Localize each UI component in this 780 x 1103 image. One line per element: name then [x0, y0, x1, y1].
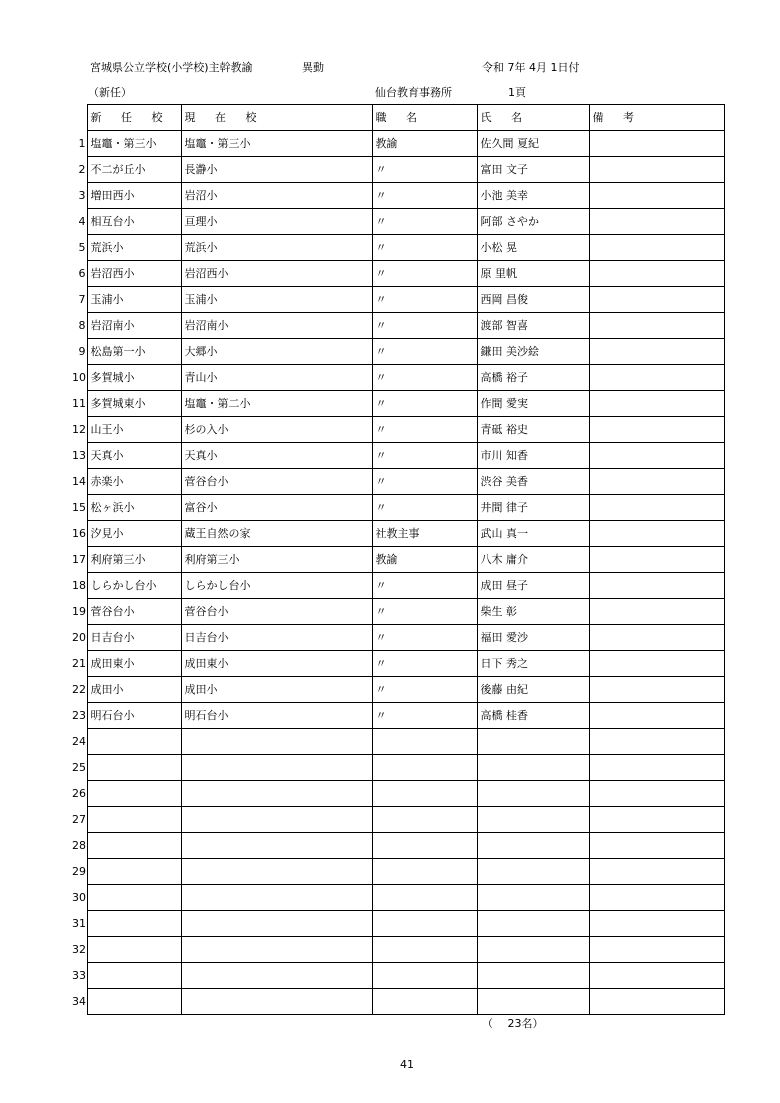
note-cell [589, 209, 724, 235]
row-number: 34 [72, 994, 86, 1008]
current-school-cell [181, 989, 372, 1015]
note-cell [589, 261, 724, 287]
name-cell [477, 937, 589, 963]
name-cell: 武山 真一 [477, 521, 589, 547]
name-cell: 佐久間 夏紀 [477, 131, 589, 157]
note-cell [589, 703, 724, 729]
position-cell: 〃 [372, 625, 477, 651]
position-cell: 〃 [372, 313, 477, 339]
current-school-cell [181, 807, 372, 833]
row-number: 14 [72, 474, 86, 488]
note-cell [589, 651, 724, 677]
row-number: 28 [72, 838, 86, 852]
row-number: 25 [72, 760, 86, 774]
position-cell [372, 963, 477, 989]
table-row [72, 859, 724, 885]
current-school-cell: 成田東小 [181, 651, 372, 677]
table-row [72, 417, 724, 443]
row-number: 31 [72, 916, 86, 930]
current-school-cell: 長瀞小 [181, 157, 372, 183]
new-school-cell: 多賀城東小 [87, 391, 181, 417]
name-cell [477, 755, 589, 781]
education-office: 仙台教育事務所 [375, 86, 452, 99]
table-row [72, 261, 724, 287]
table-row [72, 963, 724, 989]
current-school-cell: 日吉台小 [181, 625, 372, 651]
row-number: 32 [72, 942, 86, 956]
row-number: 33 [72, 968, 86, 982]
note-cell [589, 807, 724, 833]
note-cell [589, 963, 724, 989]
table-row [72, 651, 724, 677]
position-cell: 〃 [372, 651, 477, 677]
new-school-cell: 成田小 [87, 677, 181, 703]
note-cell [589, 417, 724, 443]
position-cell: 〃 [372, 573, 477, 599]
header-number [72, 105, 87, 131]
current-school-cell [181, 781, 372, 807]
name-cell: 青砥 裕史 [477, 417, 589, 443]
new-school-cell: 山王小 [87, 417, 181, 443]
current-school-cell: 利府第三小 [181, 547, 372, 573]
position-cell: 〃 [372, 261, 477, 287]
new-school-cell: 岩沼西小 [87, 261, 181, 287]
note-cell [589, 313, 724, 339]
current-school-cell: 荒浜小 [181, 235, 372, 261]
table-row [72, 599, 724, 625]
table-row [72, 807, 724, 833]
row-number: 11 [72, 396, 86, 410]
current-school-cell [181, 937, 372, 963]
new-school-cell [87, 755, 181, 781]
table-row [72, 625, 724, 651]
name-cell [477, 963, 589, 989]
position-cell: 〃 [372, 183, 477, 209]
position-cell [372, 781, 477, 807]
table-row [72, 131, 724, 157]
current-school-cell: 亘理小 [181, 209, 372, 235]
note-cell [589, 677, 724, 703]
position-cell [372, 755, 477, 781]
current-school-cell: 蔵王自然の家 [181, 521, 372, 547]
current-school-cell: 岩沼西小 [181, 261, 372, 287]
note-cell [589, 235, 724, 261]
table-row [72, 391, 724, 417]
current-school-cell: 塩竈・第三小 [181, 131, 372, 157]
row-number: 27 [72, 812, 86, 826]
name-cell: 福田 愛沙 [477, 625, 589, 651]
note-cell [589, 365, 724, 391]
current-school-cell [181, 755, 372, 781]
row-number: 22 [72, 682, 86, 696]
position-cell: 〃 [372, 495, 477, 521]
name-cell [477, 781, 589, 807]
position-cell: 教諭 [372, 547, 477, 573]
row-number: 19 [72, 604, 86, 618]
name-cell: 高橋 裕子 [477, 365, 589, 391]
new-school-cell: 菅谷台小 [87, 599, 181, 625]
note-cell [589, 469, 724, 495]
table-row [72, 287, 724, 313]
name-cell: 井間 律子 [477, 495, 589, 521]
position-cell: 〃 [372, 677, 477, 703]
row-number: 7 [78, 292, 86, 306]
new-school-cell [87, 781, 181, 807]
page-label: 1頁 [508, 86, 526, 99]
row-number: 12 [72, 422, 86, 436]
document-kind: 異動 [302, 61, 324, 74]
table-row [72, 729, 724, 755]
new-school-cell: 明石台小 [87, 703, 181, 729]
note-cell [589, 573, 724, 599]
current-school-cell: 天真小 [181, 443, 372, 469]
current-school-cell: 菅谷台小 [181, 469, 372, 495]
row-number: 5 [78, 240, 86, 254]
current-school-cell: 杉の入小 [181, 417, 372, 443]
position-cell [372, 989, 477, 1015]
note-cell [589, 755, 724, 781]
position-cell: 〃 [372, 417, 477, 443]
table-row [72, 365, 724, 391]
current-school-cell: 青山小 [181, 365, 372, 391]
new-school-cell: 利府第三小 [87, 547, 181, 573]
row-number: 18 [72, 578, 86, 592]
name-cell: 八木 庸介 [477, 547, 589, 573]
row-number: 1 [78, 136, 86, 150]
new-school-cell [87, 807, 181, 833]
table-row [72, 313, 724, 339]
row-number: 10 [72, 370, 86, 384]
position-cell: 〃 [372, 157, 477, 183]
new-school-cell [87, 859, 181, 885]
row-number: 30 [72, 890, 86, 904]
note-cell [589, 339, 724, 365]
new-school-cell [87, 729, 181, 755]
table-row [72, 235, 724, 261]
table-row [72, 547, 724, 573]
row-number: 9 [78, 344, 86, 358]
current-school-cell [181, 859, 372, 885]
new-school-cell: 荒浜小 [87, 235, 181, 261]
name-cell [477, 859, 589, 885]
new-school-cell: 赤楽小 [87, 469, 181, 495]
note-cell [589, 521, 724, 547]
table-row [72, 677, 724, 703]
note-cell [589, 625, 724, 651]
row-number: 8 [78, 318, 86, 332]
current-school-cell [181, 833, 372, 859]
table-row [72, 781, 724, 807]
page-number: 41 [400, 1058, 414, 1071]
new-school-cell: 増田西小 [87, 183, 181, 209]
note-cell [589, 183, 724, 209]
position-cell: 社教主事 [372, 521, 477, 547]
new-school-cell: 相互台小 [87, 209, 181, 235]
current-school-cell: 明石台小 [181, 703, 372, 729]
name-cell: 日下 秀之 [477, 651, 589, 677]
position-cell [372, 937, 477, 963]
new-school-cell: 天真小 [87, 443, 181, 469]
new-school-cell: 不二が丘小 [87, 157, 181, 183]
name-cell [477, 989, 589, 1015]
note-cell [589, 287, 724, 313]
current-school-cell [181, 911, 372, 937]
current-school-cell: 富谷小 [181, 495, 372, 521]
name-cell [477, 833, 589, 859]
new-school-cell: 多賀城小 [87, 365, 181, 391]
position-cell: 〃 [372, 391, 477, 417]
note-cell [589, 443, 724, 469]
roster-body [72, 131, 724, 1015]
table-row [72, 703, 724, 729]
name-cell: 成田 昼子 [477, 573, 589, 599]
document-title: 宮城県公立学校(小学校)主幹教諭 [90, 61, 253, 74]
name-cell: 原 里帆 [477, 261, 589, 287]
current-school-cell: 岩沼南小 [181, 313, 372, 339]
position-cell: 〃 [372, 469, 477, 495]
name-cell: 高橋 桂香 [477, 703, 589, 729]
row-number: 6 [78, 266, 86, 280]
new-school-cell [87, 833, 181, 859]
name-cell: 小松 晃 [477, 235, 589, 261]
table-row [72, 885, 724, 911]
current-school-cell: しらかし台小 [181, 573, 372, 599]
effective-date: 令和 7年 4月 1日付 [482, 61, 580, 74]
table-header-row [72, 105, 724, 131]
name-cell: 柴生 彰 [477, 599, 589, 625]
row-number: 17 [72, 552, 86, 566]
note-cell [589, 547, 724, 573]
current-school-cell: 岩沼小 [181, 183, 372, 209]
new-school-cell: 玉浦小 [87, 287, 181, 313]
header-name: 氏 名 [477, 105, 589, 131]
table-row [72, 209, 724, 235]
new-school-cell [87, 989, 181, 1015]
table-row [72, 469, 724, 495]
name-cell: 作間 愛実 [477, 391, 589, 417]
note-cell [589, 391, 724, 417]
name-cell: 後藤 由紀 [477, 677, 589, 703]
note-cell [589, 599, 724, 625]
name-cell: 市川 知香 [477, 443, 589, 469]
new-school-cell: しらかし台小 [87, 573, 181, 599]
row-number: 2 [78, 162, 86, 176]
note-cell [589, 157, 724, 183]
note-cell [589, 911, 724, 937]
note-cell [589, 781, 724, 807]
position-cell: 教諭 [372, 131, 477, 157]
position-cell [372, 807, 477, 833]
position-cell [372, 911, 477, 937]
new-school-cell [87, 937, 181, 963]
row-number: 24 [72, 734, 86, 748]
note-cell [589, 495, 724, 521]
table-row [72, 911, 724, 937]
current-school-cell: 菅谷台小 [181, 599, 372, 625]
name-cell: 鎌田 美沙絵 [477, 339, 589, 365]
table-row [72, 157, 724, 183]
current-school-cell [181, 729, 372, 755]
name-cell: 阿部 さやか [477, 209, 589, 235]
current-school-cell: 成田小 [181, 677, 372, 703]
name-cell [477, 885, 589, 911]
new-school-cell: 汐見小 [87, 521, 181, 547]
roster-table [72, 104, 725, 1015]
position-cell [372, 885, 477, 911]
table-row [72, 937, 724, 963]
note-cell [589, 885, 724, 911]
table-row [72, 573, 724, 599]
position-cell: 〃 [372, 209, 477, 235]
position-cell [372, 729, 477, 755]
note-cell [589, 989, 724, 1015]
row-number: 4 [78, 214, 86, 228]
name-cell: 渋谷 美香 [477, 469, 589, 495]
header-new-school: 新 任 校 [87, 105, 181, 131]
new-school-cell: 岩沼南小 [87, 313, 181, 339]
current-school-cell [181, 885, 372, 911]
table-row [72, 989, 724, 1015]
position-cell: 〃 [372, 235, 477, 261]
table-row [72, 443, 724, 469]
name-cell: 渡部 智喜 [477, 313, 589, 339]
name-cell [477, 729, 589, 755]
new-school-cell [87, 963, 181, 989]
position-cell: 〃 [372, 365, 477, 391]
row-number: 16 [72, 526, 86, 540]
note-cell [589, 131, 724, 157]
row-number: 29 [72, 864, 86, 878]
header-note: 備 考 [589, 105, 724, 131]
row-number: 21 [72, 656, 86, 670]
name-cell: 小池 美幸 [477, 183, 589, 209]
table-row [72, 183, 724, 209]
note-cell [589, 859, 724, 885]
table-row [72, 521, 724, 547]
new-school-cell [87, 885, 181, 911]
new-school-cell: 日吉台小 [87, 625, 181, 651]
position-cell: 〃 [372, 287, 477, 313]
row-number: 13 [72, 448, 86, 462]
header-position: 職 名 [372, 105, 477, 131]
name-cell [477, 911, 589, 937]
new-school-cell: 松島第一小 [87, 339, 181, 365]
position-cell: 〃 [372, 599, 477, 625]
current-school-cell: 大郷小 [181, 339, 372, 365]
row-number: 20 [72, 630, 86, 644]
table-row [72, 755, 724, 781]
current-school-cell [181, 963, 372, 989]
row-number: 26 [72, 786, 86, 800]
name-cell: 富田 文子 [477, 157, 589, 183]
new-school-cell: 塩竈・第三小 [87, 131, 181, 157]
table-row [72, 495, 724, 521]
new-school-cell [87, 911, 181, 937]
row-number: 23 [72, 708, 86, 722]
position-cell: 〃 [372, 703, 477, 729]
row-number: 3 [78, 188, 86, 202]
position-cell [372, 833, 477, 859]
header-current-school: 現 在 校 [181, 105, 372, 131]
appointment-category: （新任） [88, 86, 132, 99]
table-row [72, 833, 724, 859]
position-cell [372, 859, 477, 885]
table-row [72, 339, 724, 365]
note-cell [589, 729, 724, 755]
name-cell [477, 807, 589, 833]
name-cell: 西岡 昌俊 [477, 287, 589, 313]
new-school-cell: 成田東小 [87, 651, 181, 677]
note-cell [589, 937, 724, 963]
current-school-cell: 塩竈・第二小 [181, 391, 372, 417]
row-number: 15 [72, 500, 86, 514]
position-cell: 〃 [372, 443, 477, 469]
total-count: （ 23名） [482, 1017, 544, 1030]
note-cell [589, 833, 724, 859]
current-school-cell: 玉浦小 [181, 287, 372, 313]
new-school-cell: 松ヶ浜小 [87, 495, 181, 521]
position-cell: 〃 [372, 339, 477, 365]
